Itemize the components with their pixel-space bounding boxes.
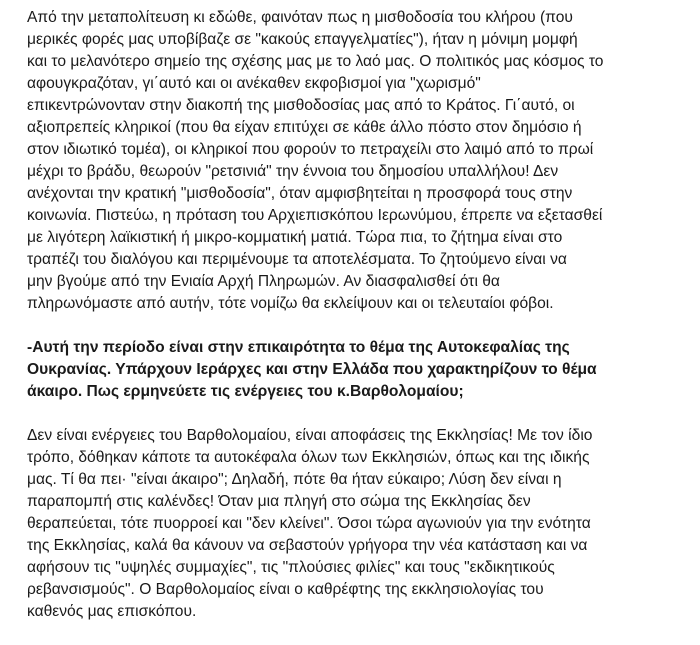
text-line: της Εκκλησίας, καλά θα κάνουν να σεβαστούν γρήγορα την νέα κατάσταση και να — [27, 537, 588, 554]
answer-paragraph-2 — [27, 425, 680, 623]
text-line: αφουγκραζόταν, γι΄αυτό και οι ανέκαθεν εκφοβισμοί για "χωρισμό" — [27, 75, 481, 92]
text-line: μην βγούμε από την Ενιαία Αρχή Πληρωμών. Αν διασφαλισθεί ότι θα — [27, 273, 500, 290]
paragraph-spacer — [27, 315, 680, 337]
text-line: αφήσουν τις "υψηλές συμμαχίες", τις "πλούσιες φιλίες" και τους "εκδικητικούς — [27, 559, 555, 576]
text-line: ανέχονται την κρατική "μισθοδοσία", όταν αμφισβητείται η προσφορά τους στην — [27, 185, 573, 202]
text-line: θεραπεύεται, τότε πυορροεί και "δεν κλείνει". Όσοι τώρα αγωνιούν για την ενότητα — [27, 515, 591, 532]
answer-paragraph-1 — [27, 7, 680, 315]
text-line: επικεντρώνονταν στην διακοπή της μισθοδοσίας μας από το Κράτος. Γι΄αυτό, οι — [27, 97, 575, 114]
text-line: τραπέζι του διαλόγου και περιμένουμε τα αποτελέσματα. Το ζητούμενο είναι να — [27, 251, 567, 268]
text-line: καθενός μας επισκόπου. — [27, 603, 197, 620]
text-line: τρόπο, δόθηκαν κάποτε τα αυτοκέφαλα όλων των Εκκλησιών, όπως και της ιδικής — [27, 449, 590, 466]
text-line: μερικές φορές μας υποβίβαζε σε "κακούς επαγγελματίες"), ήταν η μόνιμη μομφή — [27, 31, 578, 48]
text-line: Από την μεταπολίτευση κι εδώθε, φαινόταν πως η μισθοδοσία του κλήρου (που — [27, 9, 573, 26]
question-line: Ουκρανίας. Υπάρχουν Ιεράρχες και στην Ελλάδα που χαρακτηρίζουν το θέμα — [27, 361, 597, 378]
paragraph-spacer — [27, 403, 680, 425]
text-line: μας. Τί θα πει· "είναι άκαιρο"; Δηλαδή, πότε θα ήταν εύκαιρο; Λύση δεν είναι η — [27, 471, 562, 488]
text-line: και το μελανότερο σημείο της σχέσης μας με το λαό μας. Ο πολιτικός μας κόσμος το — [27, 53, 604, 70]
text-line: στον ιδιωτικό τομέα), οι κληρικοί που φορούν το πετραχείλι στο λαιμό από το πρωί — [27, 141, 594, 158]
text-line: ρεβανσισμούς". Ο Βαρθολομαίος είναι ο καθρέφτης της εκκλησιολογίας του — [27, 581, 544, 598]
text-line: μέχρι το βράδυ, θεωρούν "ρετσινιά" την έννοια του δημοσίου υπαλλήλου! Δεν — [27, 163, 559, 180]
text-line: κοινωνία. Πιστεύω, η πρόταση του Αρχιεπισκόπου Ιερωνύμου, έπρεπε να εξετασθεί — [27, 207, 603, 224]
interview-question — [27, 337, 680, 403]
question-line: -Αυτή την περίοδο είναι στην επικαιρότητα το θέμα της Αυτοκεφαλίας της — [27, 339, 570, 356]
question-line: άκαιρο. Πως ερμηνεύετε τις ενέργειες του κ.Βαρθολομαίου; — [27, 383, 464, 400]
text-line: αξιοπρεπείς κληρικοί (που θα είχαν επιτύχει σε κάθε άλλο πόστο στον δημόσιο ή — [27, 119, 582, 136]
text-line: με λιγότερη λαϊκιστική ή μικρο-κομματική ματιά. Τώρα πια, το ζήτημα είναι στο — [27, 229, 563, 246]
text-line: Δεν είναι ενέργειες του Βαρθολομαίου, είναι αποφάσεις της Εκκλησίας! Με τον ίδιο — [27, 427, 593, 444]
text-line: παραπομπή στις καλένδες! Όταν μια πληγή στο σώμα της Εκκλησίας δεν — [27, 493, 531, 510]
text-line: πληρωνόμαστε από αυτήν, τότε νομίζω θα εκλείψουν και οι τελευταίοι φόβοι. — [27, 295, 554, 312]
